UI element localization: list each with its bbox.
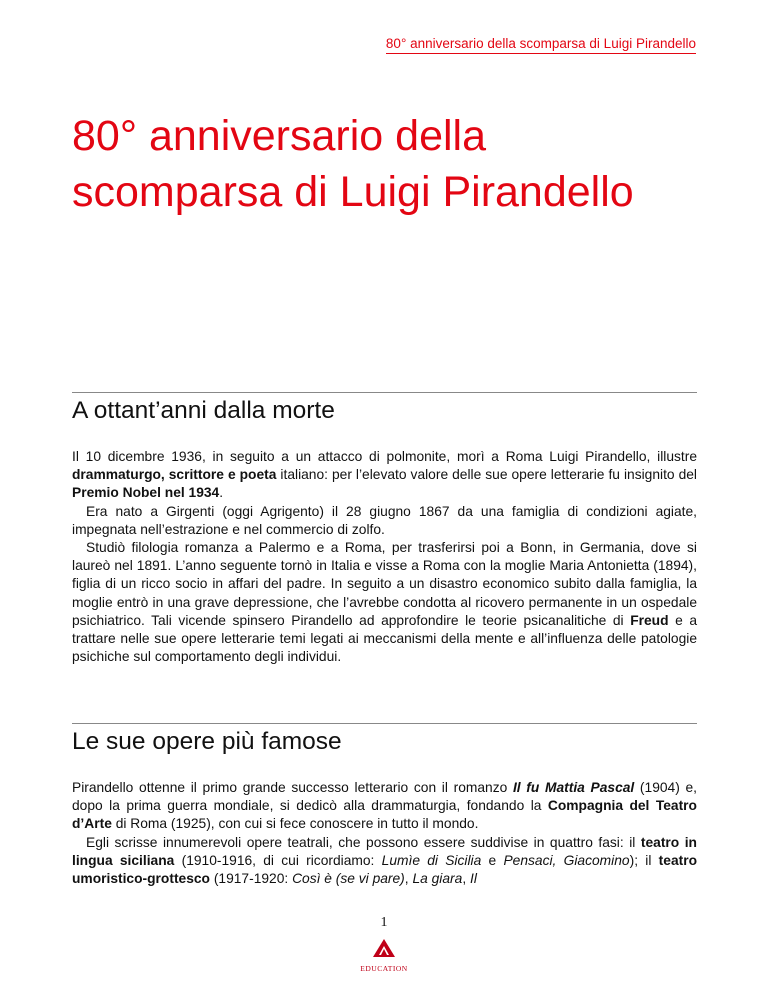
paragraph: Studiò filologia romanza a Palermo e a Roma, per trasferirsi poi a Bonn, in Germania, dove si laureò nel 1891. L’anno seguente tornò in Italia e visse a Roma con la moglie Maria Antonietta (1894), figlia di un ricco socio in affari del padre. In seguito a un disastro economico subito dalla famiglia, la moglie entrò in una grave depressione, che l’avrebbe condotta al ricovero permanente in un ospedale psichiatrico. Tali vicende spinsero Pirandello ad approfondire le teorie psicanalitiche di Freud e a trattare nelle sue opere letterarie temi legati ai meccanismi della mente e all’influenza delle patologie psichiche sul comportamento degli individui. [72, 540, 697, 665]
section-divider [72, 723, 697, 724]
publisher-logo-icon [372, 938, 396, 958]
section-body [72, 448, 697, 666]
paragraph: Il 10 dicembre 1936, in seguito a un attacco di polmonite, morì a Roma Luigi Pirandello, illustre drammaturgo, scrittore e poeta italiano: per l’elevato valore delle sue opere letterarie fu insignito del Premio Nobel nel 1934. [72, 449, 697, 501]
section-body [72, 779, 697, 888]
section-heading: A ottant’anni dalla morte [72, 397, 335, 424]
section-famous-works [72, 723, 697, 888]
publisher-logo [356, 938, 412, 973]
running-header: 80° anniversario della scomparsa di Luigi Pirandello [386, 36, 696, 54]
paragraph: Pirandello ottenne il primo grande successo letterario con il romanzo Il fu Mattia Pascal (1904) e, dopo la prima guerra mondiale, si dedicò alla drammaturgia, fondando la Compagnia del Teatro d’Arte di Roma (1925), con cui si fece conoscere in tutto il mondo. [72, 780, 697, 832]
section-heading: Le sue opere più famose [72, 728, 342, 755]
paragraph: Egli scrisse innumerevoli opere teatrali, che possono essere suddivise in quattro fasi: il teatro in lingua siciliana (1910-1916, di cui ricordiamo: Lumìe di Sicilia e Pensaci, Giacomino); il teatro umoristico-grottesco (1917-1920: Così è (se vi pare), La giara, Il [72, 834, 698, 887]
document-title: 80° anniversario della scomparsa di Luigi Pirandello [72, 112, 634, 216]
section-divider [72, 392, 697, 393]
publisher-logo-text: EDUCATION [360, 964, 408, 973]
page-number: 1 [380, 915, 388, 930]
section-death-anniversary [72, 392, 697, 666]
paragraph: Era nato a Girgenti (oggi Agrigento) il 28 giugno 1867 da una famiglia di condizioni agiate, impegnata nell’estrazione e nel commercio di zolfo. [72, 503, 697, 537]
